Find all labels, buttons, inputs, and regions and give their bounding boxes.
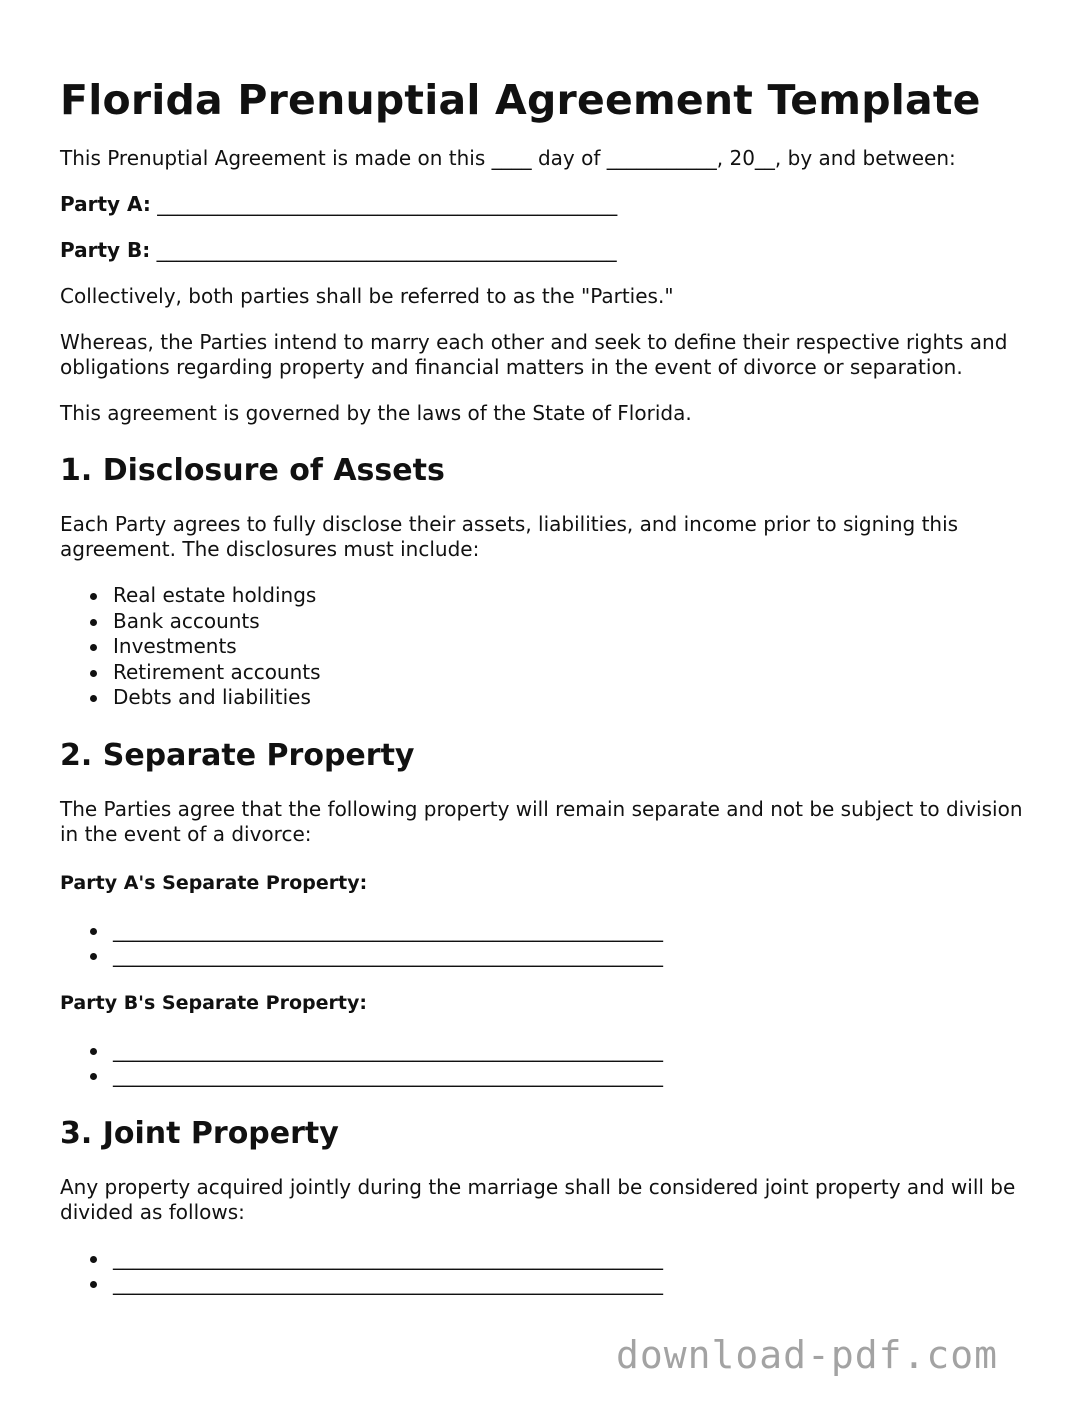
section-1-text: Each Party agrees to fully disclose their assets, liabilities, and income prior to signing this agreement. The disclosures must include: — [60, 512, 959, 561]
section-3-heading: 3. Joint Property — [60, 1115, 339, 1151]
party-a-property-list — [60, 918, 1040, 969]
party-b-property-heading: Party B's Separate Property: — [60, 991, 367, 1014]
party-a-property-heading: Party A's Separate Property: — [60, 871, 368, 894]
list-item: _______________________________________________________ — [60, 1246, 1040, 1272]
list-item: _______________________________________________________ — [60, 943, 1040, 969]
list-item: _______________________________________________________ — [60, 1271, 1040, 1297]
party-b-line — [60, 238, 1040, 263]
list-item: _______________________________________________________ — [60, 1038, 1040, 1064]
list-item: Bank accounts — [60, 609, 1040, 635]
list-item: _______________________________________________________ — [60, 1063, 1040, 1089]
joint-property-list — [60, 1246, 1040, 1297]
section-2-text: The Parties agree that the following property will remain separate and not be subject to division in the event of a divorce: — [60, 796, 1023, 846]
party-a-blank: ______________________________________________ — [157, 192, 618, 216]
intro-paragraph: This Prenuptial Agreement is made on this ____ day of ___________, 20__, by and between: — [60, 146, 956, 170]
disclosure-list — [60, 583, 1040, 711]
list-item: Investments — [60, 634, 1040, 660]
governed-paragraph: This agreement is governed by the laws of the State of Florida. — [60, 401, 692, 425]
document-page — [60, 74, 1040, 1319]
section-2-heading: 2. Separate Property — [60, 737, 415, 773]
list-item: Debts and liabilities — [60, 685, 1040, 711]
section-3-text: Any property acquired jointly during the marriage shall be considered joint property and will be divided as follows: — [60, 1174, 1016, 1224]
collectively-paragraph: Collectively, both parties shall be referred to as the "Parties." — [60, 284, 674, 308]
watermark: download-pdf.com — [616, 1333, 999, 1377]
section-1-heading: 1. Disclosure of Assets — [60, 453, 445, 488]
list-item: _______________________________________________________ — [60, 918, 1040, 944]
list-item: Real estate holdings — [60, 583, 1040, 609]
party-a-line — [60, 192, 1040, 217]
party-b-property-list — [60, 1038, 1040, 1089]
document-title: Florida Prenuptial Agreement Template — [60, 76, 981, 124]
party-b-label: Party B: — [60, 238, 151, 262]
party-a-label: Party A: — [60, 192, 151, 216]
list-item: Retirement accounts — [60, 660, 1040, 686]
whereas-paragraph: Whereas, the Parties intend to marry each other and seek to define their respective rights and obligations regarding property and financial matters in the event of divorce or separation. — [60, 330, 1008, 379]
party-b-blank: ______________________________________________ — [156, 238, 617, 262]
